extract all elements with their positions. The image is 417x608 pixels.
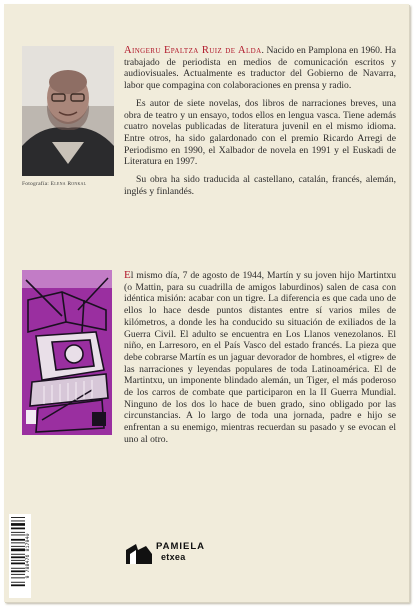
bio-paragraph-3: Su obra ha sido traducida al castellano, catalán, francés, alemán, inglés y finlandés. <box>124 174 396 197</box>
bio-paragraph-1 <box>124 45 396 92</box>
photo-credit <box>22 181 86 187</box>
publisher-emblem-icon <box>124 540 154 566</box>
synopsis <box>124 270 396 446</box>
barcode-bar <box>11 574 25 575</box>
publisher-name: PAMIELA <box>156 541 206 552</box>
author-name: Aingeru Epaltza Ruiz de Alda <box>124 45 262 56</box>
back-cover <box>4 4 409 602</box>
barcode-bar <box>11 532 25 533</box>
barcode-bar <box>11 554 25 555</box>
barcode-digits: 9 788476 817940 <box>25 533 31 579</box>
barcode-bar <box>11 584 25 586</box>
barcode-bar <box>11 542 25 543</box>
isbn-barcode <box>9 514 31 598</box>
barcode-graphic <box>9 514 31 598</box>
barcode-bar <box>11 539 25 541</box>
barcode-bar <box>11 535 25 536</box>
barcode-bar <box>11 521 25 522</box>
author-photo <box>22 46 114 176</box>
synopsis-text: l mismo día, 7 de agosto de 1944, Martín y su joven hijo Martintxu (o Mattin, para su cuadrilla de amigos laburdinos) salen de casa con idéntica misión: acabar con un tigre. La diferencia es que cada uno de ellos lo hace desde puntos distantes entre sí varios miles de kilómetros, a donde les ha conducido su situación de exiliados de la Guerra Civil. El adulto se encuentra en Los Llanos venezolanos. El niño, en Larresoro, en el País Vasco del estado francés. La pieza que debe cobrarse Martín es un jaguar devorador de hombres, el «tigre» de las narraciones y leyendas populares de toda Latinoamérica. El de Martintxu, un imponente blindado alemán, un Tiger, el más poderoso de los carros de combate que participaron en la II Guerra Mundial. Ninguno de los dos lo hace de buen grado, sino obligado por las circunstancias. A lo largo de toda una jornada, padre e hijo se enfrentan a su enemigo, mientras recuerdan su pasado y se evocan el uno al otro. <box>124 270 396 445</box>
author-portrait-image <box>22 46 114 176</box>
bio-paragraph-1-text: . Nacido en Pamplona en 1960. Ha trabajado de periodista en medios de comunicación escritos y audiovisuales. Actualmente es traductor del Gobierno de Navarra, labor que compagina con colaboraciones en prensa y radio. <box>124 45 396 92</box>
publisher-subname: etxea <box>161 552 186 562</box>
barcode-bar <box>11 528 25 530</box>
barcode-bar <box>11 568 25 569</box>
tank-illustration <box>22 270 112 435</box>
synopsis-dropcap: E <box>124 269 131 281</box>
barcode-bar <box>11 556 25 558</box>
barcode-bar <box>11 523 25 526</box>
tank-illustration-image <box>22 270 112 435</box>
publisher-logo <box>124 540 210 568</box>
barcode-bar <box>11 517 25 518</box>
barcode-bar <box>11 563 25 565</box>
bio-paragraph-2: Es autor de siete novelas, dos libros de narraciones breves, una obra de teatro y un ensayo, todos ellos en lengua vasca. Tiene además cuatro novelas publicadas de literatura juvenil en el mismo idioma. Entre otros, ha sido galardonado con el premio Ricardo Arregi de Periodismo en 1990, el Xalbador de novela en 1991 y el Euskadi de Literatura en 1997. <box>124 97 396 168</box>
synopsis-paragraph <box>124 270 396 446</box>
barcode-bar <box>11 560 25 561</box>
barcode-bar <box>11 570 25 572</box>
barcode-bar <box>11 582 25 583</box>
barcode-bar <box>11 546 25 547</box>
author-bio <box>124 45 396 203</box>
photo-credit-name: Elena Ronkal <box>50 181 87 187</box>
barcode-bar <box>11 549 25 552</box>
photo-credit-prefix: Fotografía: <box>22 181 50 187</box>
barcode-bar <box>11 577 25 578</box>
